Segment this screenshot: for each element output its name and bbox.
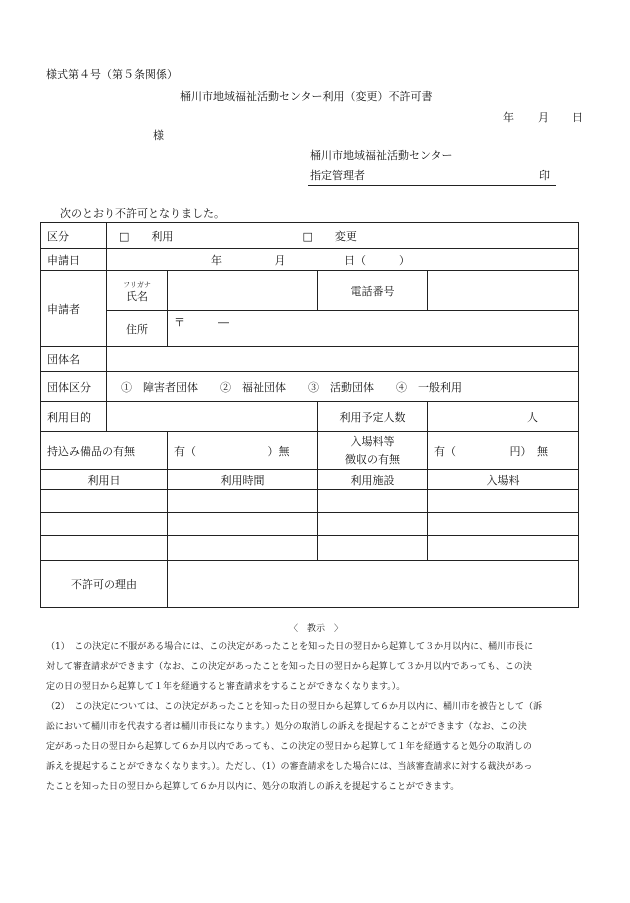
document-title: 桶川市地域福祉活動センター利用（変更）不許可書 bbox=[180, 90, 433, 103]
category-use-option[interactable]: □ 利用 bbox=[119, 229, 174, 243]
fee-collect-label-line2: 徴収の有無 bbox=[345, 452, 400, 466]
usage-date-cell[interactable] bbox=[41, 490, 168, 513]
row-group-name bbox=[41, 347, 579, 372]
col-header-facility: 利用施設 bbox=[318, 470, 428, 490]
equipment-no: ）無 bbox=[267, 444, 290, 458]
fee-yen: 円） 無 bbox=[509, 444, 548, 458]
usage-row bbox=[41, 536, 579, 561]
app-date-year: 年 bbox=[211, 253, 222, 267]
note-line: 対して審査請求ができます（なお、この決定があったことを知った日の翌日から起算して３か月以内であっても、この決 bbox=[46, 662, 532, 672]
purpose-label: 利用目的 bbox=[41, 402, 107, 432]
furigana-label: フリガナ bbox=[123, 280, 151, 289]
name-field[interactable] bbox=[168, 271, 318, 311]
date-month: 月 bbox=[538, 111, 549, 124]
note-line: たことを知った日の翌日から起算して６か月以内に、処分の取消しの訴えを提起することができます。 bbox=[46, 782, 460, 792]
col-header-date: 利用日 bbox=[41, 470, 168, 490]
category-label: 区分 bbox=[41, 223, 107, 249]
reason-label: 不許可の理由 bbox=[41, 561, 168, 608]
usage-fee-cell[interactable] bbox=[428, 513, 579, 536]
row-group-type bbox=[41, 372, 579, 402]
usage-fee-cell[interactable] bbox=[428, 536, 579, 561]
postal-code-mark: 〒 ― bbox=[174, 316, 229, 329]
category-options bbox=[107, 223, 579, 249]
people-unit: 人 bbox=[527, 410, 539, 424]
usage-facility-cell[interactable] bbox=[318, 490, 428, 513]
row-usage-header bbox=[41, 470, 579, 490]
phone-field[interactable] bbox=[428, 271, 579, 311]
form-number: 様式第４号（第５条関係） bbox=[46, 68, 178, 81]
usage-date-cell[interactable] bbox=[41, 536, 168, 561]
usage-row bbox=[41, 490, 579, 513]
app-date-day: 日（ ） bbox=[344, 253, 410, 267]
app-date-month: 月 bbox=[274, 253, 286, 267]
issuer-name: 桶川市地域福祉活動センター bbox=[310, 149, 453, 162]
instruction-notes bbox=[46, 637, 581, 797]
applicant-label: 申請者 bbox=[41, 271, 107, 347]
equipment-label: 持込み備品の有無 bbox=[41, 432, 168, 470]
address-field[interactable] bbox=[168, 311, 579, 347]
application-date-value[interactable] bbox=[107, 249, 579, 271]
usage-time-cell[interactable] bbox=[168, 490, 318, 513]
group-name-label: 団体名 bbox=[41, 347, 107, 372]
note-line: 定があった日の翌日から起算して６か月以内であっても、この決定の翌日から起算して１年を経過すると処分の取消しの bbox=[46, 742, 532, 752]
equipment-field[interactable] bbox=[168, 432, 318, 470]
fee-collect-label-line1: 入場料等 bbox=[350, 434, 395, 448]
seal-mark: 印 bbox=[539, 169, 550, 182]
fee-collect-label bbox=[318, 432, 428, 470]
usage-time-cell[interactable] bbox=[168, 536, 318, 561]
permit-form-table bbox=[40, 222, 579, 608]
address-label: 住所 bbox=[107, 311, 168, 347]
reason-field[interactable] bbox=[168, 561, 579, 608]
note-line: 定の日の翌日から起算して１年を経過すると審査請求をすることができなくなります。）。 bbox=[46, 682, 406, 692]
usage-time-cell[interactable] bbox=[168, 513, 318, 536]
fee-yes: 有（ bbox=[434, 444, 456, 458]
issuer-role: 指定管理者 bbox=[310, 169, 365, 182]
row-application-date bbox=[41, 249, 579, 271]
equipment-yes: 有（ bbox=[174, 444, 196, 458]
note-line: 訴えを提起することができなくなります。）。ただし、（1）の審査請求をした場合には、当該審査請求に対する裁決があっ bbox=[46, 762, 533, 772]
note-line: （1） この決定に不服がある場合には、この決定があったことを知った日の翌日から起算して３か月以内に、桶川市長に bbox=[46, 642, 534, 652]
planned-people-label: 利用予定人数 bbox=[318, 402, 428, 432]
group-name-field[interactable] bbox=[107, 347, 579, 372]
usage-row bbox=[41, 513, 579, 536]
note-line: 訟において桶川市を代表する者は桶川市長になります。）処分の取消しの訴えを提起することができます（なお、この決 bbox=[46, 722, 527, 732]
addressee-suffix: 様 bbox=[153, 129, 164, 142]
name-label: 氏名 bbox=[126, 289, 148, 303]
row-applicant-address bbox=[41, 311, 579, 347]
planned-people-field[interactable] bbox=[428, 402, 579, 432]
col-header-fee: 入場料 bbox=[428, 470, 579, 490]
application-date-label: 申請日 bbox=[41, 249, 107, 271]
date-year: 年 bbox=[503, 111, 514, 124]
category-change-option[interactable]: □ 変更 bbox=[302, 229, 357, 243]
row-purpose bbox=[41, 402, 579, 432]
name-label-cell bbox=[107, 271, 168, 311]
note-line: （2） この決定については、この決定があったことを知った日の翌日から起算して６か月以内に、桶川市を被告として（訴 bbox=[46, 702, 542, 712]
purpose-field[interactable] bbox=[107, 402, 318, 432]
col-header-time: 利用時間 bbox=[168, 470, 318, 490]
row-reason bbox=[41, 561, 579, 608]
instruction-heading: 〈 教示 〉 bbox=[289, 624, 344, 634]
usage-facility-cell[interactable] bbox=[318, 536, 428, 561]
phone-label: 電話番号 bbox=[318, 271, 428, 311]
fee-collect-field[interactable] bbox=[428, 432, 579, 470]
usage-date-cell[interactable] bbox=[41, 513, 168, 536]
intro-text: 次のとおり不許可となりました。 bbox=[60, 207, 225, 220]
usage-facility-cell[interactable] bbox=[318, 513, 428, 536]
row-applicant-name bbox=[41, 271, 579, 311]
signature-underline bbox=[308, 185, 556, 186]
group-type-options[interactable]: ① 障害者団体 ② 福祉団体 ③ 活動団体 ④ 一般利用 bbox=[107, 372, 579, 402]
row-category bbox=[41, 223, 579, 249]
group-type-label: 団体区分 bbox=[41, 372, 107, 402]
date-day: 日 bbox=[572, 111, 583, 124]
row-equipment-fee bbox=[41, 432, 579, 470]
usage-fee-cell[interactable] bbox=[428, 490, 579, 513]
